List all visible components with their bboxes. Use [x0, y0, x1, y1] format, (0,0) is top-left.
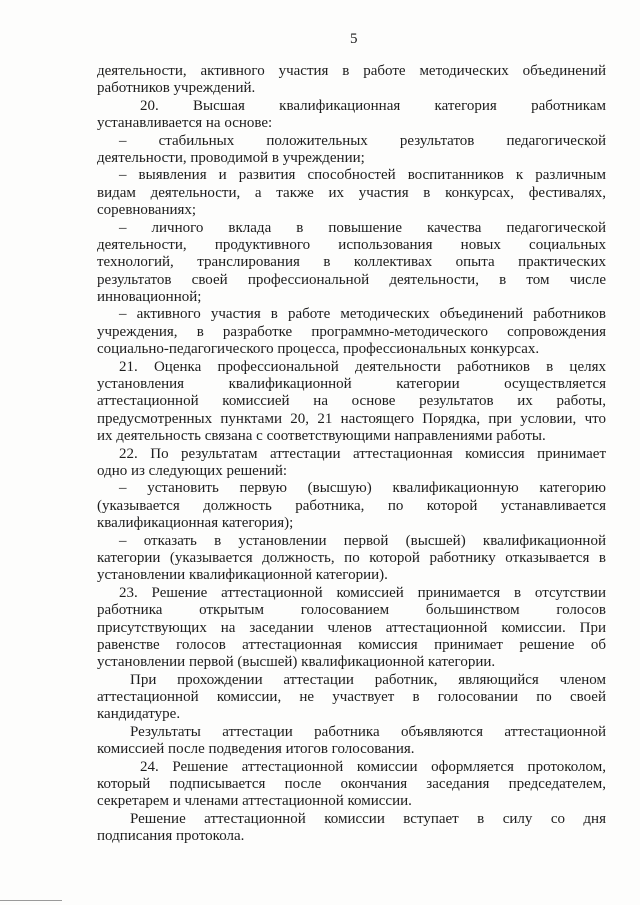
text-line: 20. Высшая квалификационная категория работникам	[140, 97, 606, 114]
text-line: установлении квалификационной категории).	[97, 567, 388, 584]
text-line: работников учреждений.	[97, 80, 256, 97]
text-line: – стабильных положительных результатов педагогической	[119, 132, 606, 149]
text-line: который подписывается после окончания заседания председателем,	[97, 776, 606, 793]
text-line: устанавливается на основе:	[97, 115, 273, 132]
clause-24-effective	[97, 811, 606, 846]
text-line: инновационной;	[97, 289, 202, 306]
text-line: (указывается должность работника, по которой устанавливается	[97, 497, 606, 514]
text-line: соревнованиях;	[97, 202, 197, 219]
clause-23	[97, 585, 606, 672]
text-line: – отказать в установлении первой (высшей) квалификационной	[119, 532, 606, 549]
clause-20	[97, 98, 606, 133]
text-line: – активного участия в работе методических объединений работников	[119, 306, 606, 323]
clause-23-results	[97, 724, 606, 759]
text-line: социально-педагогического процесса, профессиональных конкурсах.	[97, 341, 540, 358]
text-line: результатов своей профессиональной деятельности, в том числе	[97, 271, 606, 288]
text-line: Результаты аттестации работника объявляются аттестационной	[130, 723, 606, 740]
footer-rule	[0, 900, 62, 901]
clause-24	[97, 759, 606, 811]
clause-20-item-3	[97, 220, 606, 307]
text-line: их деятельность связана с соответствующими направлениями работы.	[97, 428, 546, 445]
text-continuation	[97, 63, 606, 98]
clause-23-member-note	[97, 672, 606, 724]
text-line: секретарем и членами аттестационной комиссии.	[97, 793, 412, 810]
text-line: аттестационной комиссией на основе результатов их работы,	[97, 393, 606, 410]
text-line: деятельности, проводимой в учреждении;	[97, 149, 365, 166]
text-line: одно из следующих решений:	[97, 462, 288, 479]
text-line: Решение аттестационной комиссии вступает в силу со дня	[130, 810, 606, 827]
text-line: При прохождении аттестации работник, являющийся членом	[130, 671, 606, 688]
text-line: категории (указывается должность, по которой работнику отказывается в	[97, 549, 606, 566]
text-line: видам деятельности, а также их участия в конкурсах, фестивалях,	[97, 184, 606, 201]
text-line: – установить первую (высшую) квалификационную категорию	[119, 480, 606, 497]
clause-22-option-1	[97, 480, 606, 532]
clause-22-option-2	[97, 533, 606, 585]
text-line: комиссией после подведения итогов голосования.	[97, 741, 415, 758]
text-line: 24. Решение аттестационной комиссии оформляется протоколом,	[140, 758, 606, 775]
text-line: – выявления и развития способностей воспитанников к различным	[119, 167, 606, 184]
text-line: аттестационной комиссии, не участвует в голосовании по своей	[97, 689, 606, 706]
clause-20-item-4	[97, 306, 606, 358]
text-line: 22. По результатам аттестации аттестационная комиссия принимает	[119, 445, 606, 462]
text-line: работника открытым голосованием большинством голосов	[97, 602, 606, 619]
text-line: предусмотренных пунктами 20, 21 настоящего Порядка, при условии, что	[97, 410, 606, 427]
text-line: 23. Решение аттестационной комиссией принимается в отсутствии	[119, 584, 606, 601]
document-body	[97, 63, 606, 846]
clause-21	[97, 359, 606, 446]
text-line: установления квалификационной категории осуществляется	[97, 376, 606, 393]
text-line: присутствующих на заседании членов аттестационной комиссии. При	[97, 619, 606, 636]
text-line: технологий, транслирования в коллективах опыта практических	[97, 254, 606, 271]
page-number: 5	[350, 31, 358, 47]
text-line: деятельности, активного участия в работе методических объединений	[97, 63, 606, 79]
clause-22	[97, 446, 606, 481]
clause-20-item-2	[97, 167, 606, 219]
text-line: учреждения, в разработке программно-методического сопровождения	[97, 323, 606, 340]
text-line: 21. Оценка профессиональной деятельности работников в целях	[119, 358, 606, 375]
text-line: равенстве голосов аттестационная комиссия принимает решение об	[97, 636, 606, 653]
text-line: – личного вклада в повышение качества педагогической	[119, 219, 606, 236]
clause-20-item-1	[97, 133, 606, 168]
text-line: квалификационная категория);	[97, 515, 294, 532]
text-line: подписания протокола.	[97, 828, 245, 845]
text-line: деятельности, продуктивного использования новых социальных	[97, 236, 606, 253]
text-line: установлении первой (высшей) квалификационной категории.	[97, 654, 496, 671]
text-line: кандидатуре.	[97, 706, 181, 723]
